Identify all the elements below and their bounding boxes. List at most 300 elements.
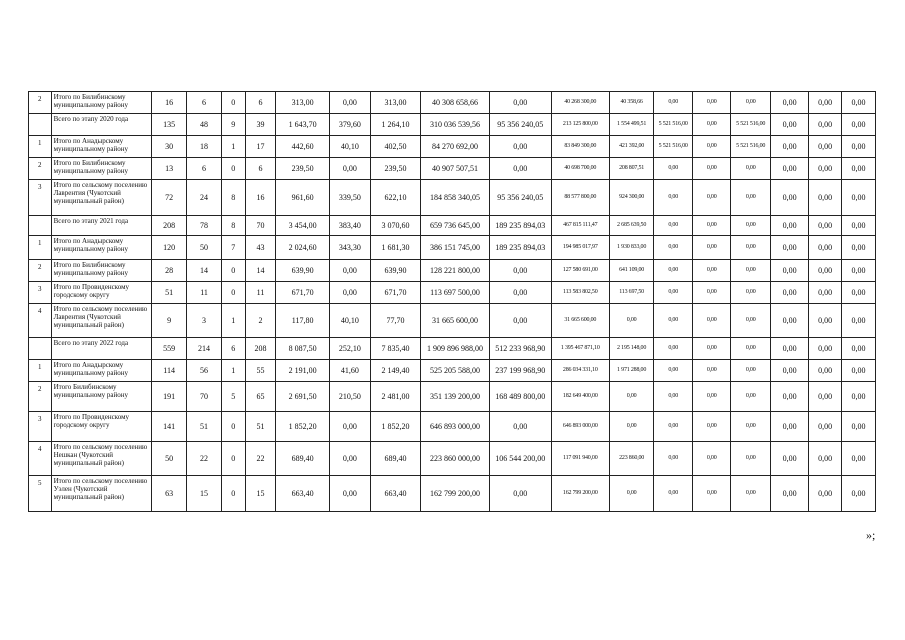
value-cell: 0,00 xyxy=(842,92,876,114)
value-cell: 286 034 331,10 xyxy=(551,360,610,382)
value-cell: 0,00 xyxy=(693,282,731,304)
value-cell: 0,00 xyxy=(809,114,842,136)
value-cell: 113 697,50 xyxy=(610,282,654,304)
value-cell: 237 199 968,90 xyxy=(489,360,551,382)
report-table xyxy=(28,91,876,512)
value-cell: 0,00 xyxy=(489,158,551,180)
value-cell: 0,00 xyxy=(771,476,809,512)
table-row xyxy=(29,382,876,412)
value-cell: 442,60 xyxy=(276,136,329,158)
table-row xyxy=(29,114,876,136)
value-cell: 0,00 xyxy=(809,382,842,412)
value-cell: 0,00 xyxy=(731,92,771,114)
value-cell: 0,00 xyxy=(771,236,809,260)
value-cell: 6 xyxy=(245,158,276,180)
value-cell: 671,70 xyxy=(370,282,420,304)
value-cell: 0,00 xyxy=(809,304,842,338)
table-row xyxy=(29,158,876,180)
value-cell: 0,00 xyxy=(654,260,693,282)
value-cell: 0,00 xyxy=(731,236,771,260)
value-cell: 208 xyxy=(245,338,276,360)
value-cell: 0,00 xyxy=(693,180,731,216)
value-cell: 0,00 xyxy=(771,216,809,236)
value-cell: 0,00 xyxy=(809,476,842,512)
value-cell: 0,00 xyxy=(489,412,551,442)
value-cell: 0 xyxy=(222,282,246,304)
value-cell: 11 xyxy=(245,282,276,304)
value-cell: 0,00 xyxy=(842,412,876,442)
value-cell: 0 xyxy=(222,412,246,442)
value-cell: 0,00 xyxy=(329,412,370,442)
value-cell: 0,00 xyxy=(693,92,731,114)
value-cell: 0,00 xyxy=(771,282,809,304)
value-cell: 0 xyxy=(222,476,246,512)
value-cell: 9 xyxy=(152,304,187,338)
value-cell: 343,30 xyxy=(329,236,370,260)
value-cell: 117,80 xyxy=(276,304,329,338)
value-cell: 0,00 xyxy=(654,338,693,360)
value-cell: 0,00 xyxy=(693,412,731,442)
value-cell: 6 xyxy=(187,92,222,114)
row-index-cell xyxy=(29,216,52,236)
value-cell: 0,00 xyxy=(731,442,771,476)
value-cell: 77,70 xyxy=(370,304,420,338)
value-cell: 1 395 467 871,10 xyxy=(551,338,610,360)
value-cell: 189 235 894,03 xyxy=(489,236,551,260)
row-name-cell: Итого Билибинскому муниципальному району xyxy=(51,382,152,412)
row-name-cell: Итого по сельскому поселению Уэлен (Чукотский муниципальный район) xyxy=(51,476,152,512)
value-cell: 40 268 300,00 xyxy=(551,92,610,114)
value-cell: 5 521 516,00 xyxy=(654,114,693,136)
value-cell: 2 685 639,50 xyxy=(610,216,654,236)
value-cell: 663,40 xyxy=(370,476,420,512)
value-cell: 0,00 xyxy=(329,158,370,180)
value-cell: 0,00 xyxy=(489,260,551,282)
row-name-cell: Всего по этапу 2020 года xyxy=(51,114,152,136)
value-cell: 1 971 288,00 xyxy=(610,360,654,382)
value-cell: 0,00 xyxy=(809,180,842,216)
value-cell: 50 xyxy=(152,442,187,476)
table-row xyxy=(29,360,876,382)
value-cell: 2 691,50 xyxy=(276,382,329,412)
value-cell: 16 xyxy=(245,180,276,216)
table-row xyxy=(29,260,876,282)
value-cell: 5 xyxy=(222,382,246,412)
value-cell: 0,00 xyxy=(809,338,842,360)
value-cell: 0,00 xyxy=(489,136,551,158)
value-cell: 7 xyxy=(222,236,246,260)
row-index-cell: 1 xyxy=(29,360,52,382)
value-cell: 223 860 000,00 xyxy=(421,442,490,476)
value-cell: 0,00 xyxy=(771,360,809,382)
row-name-cell: Итого по Анадырскому муниципальному району xyxy=(51,360,152,382)
table-row xyxy=(29,236,876,260)
value-cell: 0 xyxy=(222,92,246,114)
value-cell: 41,60 xyxy=(329,360,370,382)
value-cell: 0,00 xyxy=(731,360,771,382)
value-cell: 0,00 xyxy=(654,180,693,216)
value-cell: 402,50 xyxy=(370,136,420,158)
value-cell: 379,60 xyxy=(329,114,370,136)
value-cell: 641 109,00 xyxy=(610,260,654,282)
value-cell: 135 xyxy=(152,114,187,136)
value-cell: 639,90 xyxy=(370,260,420,282)
value-cell: 961,60 xyxy=(276,180,329,216)
value-cell: 141 xyxy=(152,412,187,442)
value-cell: 0,00 xyxy=(489,304,551,338)
value-cell: 2 481,00 xyxy=(370,382,420,412)
value-cell: 168 489 800,00 xyxy=(489,382,551,412)
value-cell: 113 583 802,50 xyxy=(551,282,610,304)
value-cell: 5 521 516,00 xyxy=(731,114,771,136)
value-cell: 0,00 xyxy=(809,136,842,158)
value-cell: 0,00 xyxy=(809,360,842,382)
value-cell: 0,00 xyxy=(842,476,876,512)
value-cell: 15 xyxy=(187,476,222,512)
value-cell: 3 454,00 xyxy=(276,216,329,236)
value-cell: 0,00 xyxy=(771,180,809,216)
value-cell: 467 815 111,47 xyxy=(551,216,610,236)
value-cell: 0,00 xyxy=(654,360,693,382)
row-index-cell: 4 xyxy=(29,442,52,476)
value-cell: 313,00 xyxy=(276,92,329,114)
value-cell: 671,70 xyxy=(276,282,329,304)
value-cell: 55 xyxy=(245,360,276,382)
table-row xyxy=(29,412,876,442)
value-cell: 924 300,00 xyxy=(610,180,654,216)
value-cell: 351 139 200,00 xyxy=(421,382,490,412)
value-cell: 0,00 xyxy=(731,282,771,304)
table-row xyxy=(29,338,876,360)
value-cell: 0,00 xyxy=(809,442,842,476)
value-cell: 0,00 xyxy=(842,236,876,260)
value-cell: 72 xyxy=(152,180,187,216)
value-cell: 0,00 xyxy=(693,236,731,260)
row-index-cell xyxy=(29,338,52,360)
value-cell: 0,00 xyxy=(842,338,876,360)
value-cell: 1 264,10 xyxy=(370,114,420,136)
value-cell: 0,00 xyxy=(809,92,842,114)
value-cell: 1 xyxy=(222,360,246,382)
value-cell: 421 392,00 xyxy=(610,136,654,158)
value-cell: 0,00 xyxy=(329,260,370,282)
table-row xyxy=(29,180,876,216)
value-cell: 0,00 xyxy=(771,158,809,180)
value-cell: 0,00 xyxy=(329,442,370,476)
value-cell: 0,00 xyxy=(809,158,842,180)
value-cell: 1 681,30 xyxy=(370,236,420,260)
row-index-cell: 2 xyxy=(29,260,52,282)
value-cell: 120 xyxy=(152,236,187,260)
value-cell: 689,40 xyxy=(370,442,420,476)
row-index-cell: 2 xyxy=(29,382,52,412)
value-cell: 0,00 xyxy=(610,382,654,412)
value-cell: 0,00 xyxy=(842,136,876,158)
table-row xyxy=(29,92,876,114)
value-cell: 22 xyxy=(187,442,222,476)
value-cell: 14 xyxy=(187,260,222,282)
row-name-cell: Итого по сельскому поселению Лаврентия (Чукотский муниципальный район) xyxy=(51,304,152,338)
row-index-cell: 2 xyxy=(29,92,52,114)
value-cell: 0,00 xyxy=(842,260,876,282)
value-cell: 386 151 745,00 xyxy=(421,236,490,260)
value-cell: 51 xyxy=(152,282,187,304)
table-row xyxy=(29,282,876,304)
value-cell: 208 xyxy=(152,216,187,236)
value-cell: 114 xyxy=(152,360,187,382)
value-cell: 313,00 xyxy=(370,92,420,114)
value-cell: 0,00 xyxy=(842,114,876,136)
report-table-container xyxy=(28,91,876,512)
value-cell: 0,00 xyxy=(654,158,693,180)
value-cell: 2 191,00 xyxy=(276,360,329,382)
value-cell: 6 xyxy=(222,338,246,360)
row-name-cell: Итого по Провиденскому городскому округу xyxy=(51,412,152,442)
value-cell: 40 358,66 xyxy=(610,92,654,114)
value-cell: 0,00 xyxy=(771,412,809,442)
value-cell: 0,00 xyxy=(654,216,693,236)
value-cell: 0,00 xyxy=(693,476,731,512)
value-cell: 0,00 xyxy=(731,476,771,512)
value-cell: 639,90 xyxy=(276,260,329,282)
value-cell: 5 521 516,00 xyxy=(731,136,771,158)
value-cell: 40,10 xyxy=(329,136,370,158)
value-cell: 83 849 300,00 xyxy=(551,136,610,158)
value-cell: 0,00 xyxy=(654,236,693,260)
value-cell: 11 xyxy=(187,282,222,304)
value-cell: 0,00 xyxy=(842,360,876,382)
row-name-cell: Итого по Анадырскому муниципальному району xyxy=(51,136,152,158)
value-cell: 6 xyxy=(245,92,276,114)
value-cell: 0,00 xyxy=(654,442,693,476)
value-cell: 70 xyxy=(187,382,222,412)
value-cell: 0,00 xyxy=(809,412,842,442)
value-cell: 239,50 xyxy=(370,158,420,180)
value-cell: 1 852,20 xyxy=(370,412,420,442)
value-cell: 339,50 xyxy=(329,180,370,216)
value-cell: 31 665 600,00 xyxy=(551,304,610,338)
value-cell: 43 xyxy=(245,236,276,260)
value-cell: 8 087,50 xyxy=(276,338,329,360)
value-cell: 84 270 692,00 xyxy=(421,136,490,158)
value-cell: 8 xyxy=(222,180,246,216)
value-cell: 252,10 xyxy=(329,338,370,360)
value-cell: 0 xyxy=(222,158,246,180)
value-cell: 8 xyxy=(222,216,246,236)
value-cell: 40 698 700,00 xyxy=(551,158,610,180)
value-cell: 182 649 400,00 xyxy=(551,382,610,412)
value-cell: 40,10 xyxy=(329,304,370,338)
value-cell: 213 125 800,00 xyxy=(551,114,610,136)
value-cell: 78 xyxy=(187,216,222,236)
value-cell: 0,00 xyxy=(489,92,551,114)
value-cell: 2 149,40 xyxy=(370,360,420,382)
value-cell: 0,00 xyxy=(842,304,876,338)
value-cell: 51 xyxy=(187,412,222,442)
value-cell: 162 799 200,00 xyxy=(551,476,610,512)
value-cell: 56 xyxy=(187,360,222,382)
value-cell: 48 xyxy=(187,114,222,136)
row-index-cell xyxy=(29,114,52,136)
row-index-cell: 2 xyxy=(29,158,52,180)
value-cell: 3 070,60 xyxy=(370,216,420,236)
value-cell: 0,00 xyxy=(731,180,771,216)
value-cell: 50 xyxy=(187,236,222,260)
value-cell: 0 xyxy=(222,442,246,476)
value-cell: 6 xyxy=(187,158,222,180)
value-cell: 646 893 000,00 xyxy=(551,412,610,442)
value-cell: 689,40 xyxy=(276,442,329,476)
value-cell: 0,00 xyxy=(809,282,842,304)
row-index-cell: 4 xyxy=(29,304,52,338)
value-cell: 383,40 xyxy=(329,216,370,236)
value-cell: 0,00 xyxy=(693,114,731,136)
value-cell: 16 xyxy=(152,92,187,114)
value-cell: 223 860,00 xyxy=(610,442,654,476)
value-cell: 525 205 588,00 xyxy=(421,360,490,382)
value-cell: 0,00 xyxy=(771,114,809,136)
value-cell: 17 xyxy=(245,136,276,158)
table-row xyxy=(29,136,876,158)
value-cell: 622,10 xyxy=(370,180,420,216)
value-cell: 0,00 xyxy=(771,338,809,360)
value-cell: 128 221 800,00 xyxy=(421,260,490,282)
value-cell: 0,00 xyxy=(610,476,654,512)
value-cell: 14 xyxy=(245,260,276,282)
value-cell: 51 xyxy=(245,412,276,442)
value-cell: 5 521 516,00 xyxy=(654,136,693,158)
value-cell: 0,00 xyxy=(771,92,809,114)
value-cell: 0,00 xyxy=(842,442,876,476)
value-cell: 0,00 xyxy=(693,360,731,382)
value-cell: 2 024,60 xyxy=(276,236,329,260)
row-name-cell: Итого по сельскому поселению Нешкан (Чукотский муниципальный район) xyxy=(51,442,152,476)
value-cell: 31 665 600,00 xyxy=(421,304,490,338)
value-cell: 1 909 896 988,00 xyxy=(421,338,490,360)
value-cell: 18 xyxy=(187,136,222,158)
value-cell: 1 554 499,51 xyxy=(610,114,654,136)
table-row xyxy=(29,476,876,512)
value-cell: 2 xyxy=(245,304,276,338)
row-name-cell: Итого по Провиденскому городскому округу xyxy=(51,282,152,304)
closing-quote-mark: »; xyxy=(866,528,876,542)
value-cell: 310 036 539,56 xyxy=(421,114,490,136)
value-cell: 9 xyxy=(222,114,246,136)
value-cell: 189 235 894,03 xyxy=(489,216,551,236)
value-cell: 0,00 xyxy=(771,260,809,282)
row-index-cell: 5 xyxy=(29,476,52,512)
value-cell: 194 985 017,97 xyxy=(551,236,610,260)
value-cell: 95 356 240,05 xyxy=(489,180,551,216)
value-cell: 208 807,51 xyxy=(610,158,654,180)
value-cell: 95 356 240,05 xyxy=(489,114,551,136)
value-cell: 0,00 xyxy=(654,304,693,338)
value-cell: 0,00 xyxy=(731,260,771,282)
row-name-cell: Итого по Анадырскому муниципальному району xyxy=(51,236,152,260)
row-index-cell: 3 xyxy=(29,412,52,442)
value-cell: 13 xyxy=(152,158,187,180)
value-cell: 0,00 xyxy=(731,304,771,338)
value-cell: 1 xyxy=(222,136,246,158)
value-cell: 0,00 xyxy=(842,180,876,216)
table-body xyxy=(29,92,876,512)
value-cell: 1 930 833,00 xyxy=(610,236,654,260)
value-cell: 512 233 968,90 xyxy=(489,338,551,360)
value-cell: 88 577 800,00 xyxy=(551,180,610,216)
value-cell: 184 858 340,05 xyxy=(421,180,490,216)
value-cell: 15 xyxy=(245,476,276,512)
value-cell: 559 xyxy=(152,338,187,360)
value-cell: 0,00 xyxy=(654,476,693,512)
value-cell: 28 xyxy=(152,260,187,282)
value-cell: 0,00 xyxy=(489,476,551,512)
value-cell: 0,00 xyxy=(731,216,771,236)
value-cell: 0,00 xyxy=(329,282,370,304)
value-cell: 7 835,40 xyxy=(370,338,420,360)
value-cell: 0,00 xyxy=(771,382,809,412)
value-cell: 0,00 xyxy=(693,216,731,236)
value-cell: 117 091 940,00 xyxy=(551,442,610,476)
value-cell: 0,00 xyxy=(731,382,771,412)
value-cell: 210,50 xyxy=(329,382,370,412)
table-row xyxy=(29,304,876,338)
row-index-cell: 3 xyxy=(29,180,52,216)
row-name-cell: Итого по сельскому поселению Лаврентия (Чукотский муниципальный район) xyxy=(51,180,152,216)
row-index-cell: 3 xyxy=(29,282,52,304)
value-cell: 0,00 xyxy=(329,92,370,114)
value-cell: 0,00 xyxy=(654,92,693,114)
value-cell: 0,00 xyxy=(809,236,842,260)
value-cell: 113 697 500,00 xyxy=(421,282,490,304)
value-cell: 0,00 xyxy=(842,158,876,180)
value-cell: 1 643,70 xyxy=(276,114,329,136)
value-cell: 162 799 200,00 xyxy=(421,476,490,512)
value-cell: 1 xyxy=(222,304,246,338)
value-cell: 0,00 xyxy=(842,382,876,412)
value-cell: 0,00 xyxy=(610,412,654,442)
value-cell: 0,00 xyxy=(654,412,693,442)
value-cell: 65 xyxy=(245,382,276,412)
value-cell: 0,00 xyxy=(731,338,771,360)
value-cell: 0,00 xyxy=(731,412,771,442)
value-cell: 30 xyxy=(152,136,187,158)
value-cell: 40 308 658,66 xyxy=(421,92,490,114)
row-name-cell: Итого по Билибинскому муниципальному району xyxy=(51,158,152,180)
value-cell: 646 893 000,00 xyxy=(421,412,490,442)
value-cell: 40 907 507,51 xyxy=(421,158,490,180)
row-index-cell: 1 xyxy=(29,236,52,260)
value-cell: 0,00 xyxy=(693,304,731,338)
value-cell: 0,00 xyxy=(809,216,842,236)
value-cell: 0,00 xyxy=(693,158,731,180)
value-cell: 0,00 xyxy=(809,260,842,282)
value-cell: 663,40 xyxy=(276,476,329,512)
value-cell: 106 544 200,00 xyxy=(489,442,551,476)
value-cell: 0,00 xyxy=(842,282,876,304)
table-row xyxy=(29,442,876,476)
row-name-cell: Итого по Билибинскому муниципальному району xyxy=(51,92,152,114)
value-cell: 0,00 xyxy=(842,216,876,236)
value-cell: 1 852,20 xyxy=(276,412,329,442)
value-cell: 0,00 xyxy=(771,304,809,338)
value-cell: 0,00 xyxy=(693,442,731,476)
value-cell: 659 736 645,00 xyxy=(421,216,490,236)
value-cell: 39 xyxy=(245,114,276,136)
value-cell: 0,00 xyxy=(771,442,809,476)
value-cell: 0,00 xyxy=(610,304,654,338)
value-cell: 0,00 xyxy=(693,136,731,158)
value-cell: 2 195 148,00 xyxy=(610,338,654,360)
